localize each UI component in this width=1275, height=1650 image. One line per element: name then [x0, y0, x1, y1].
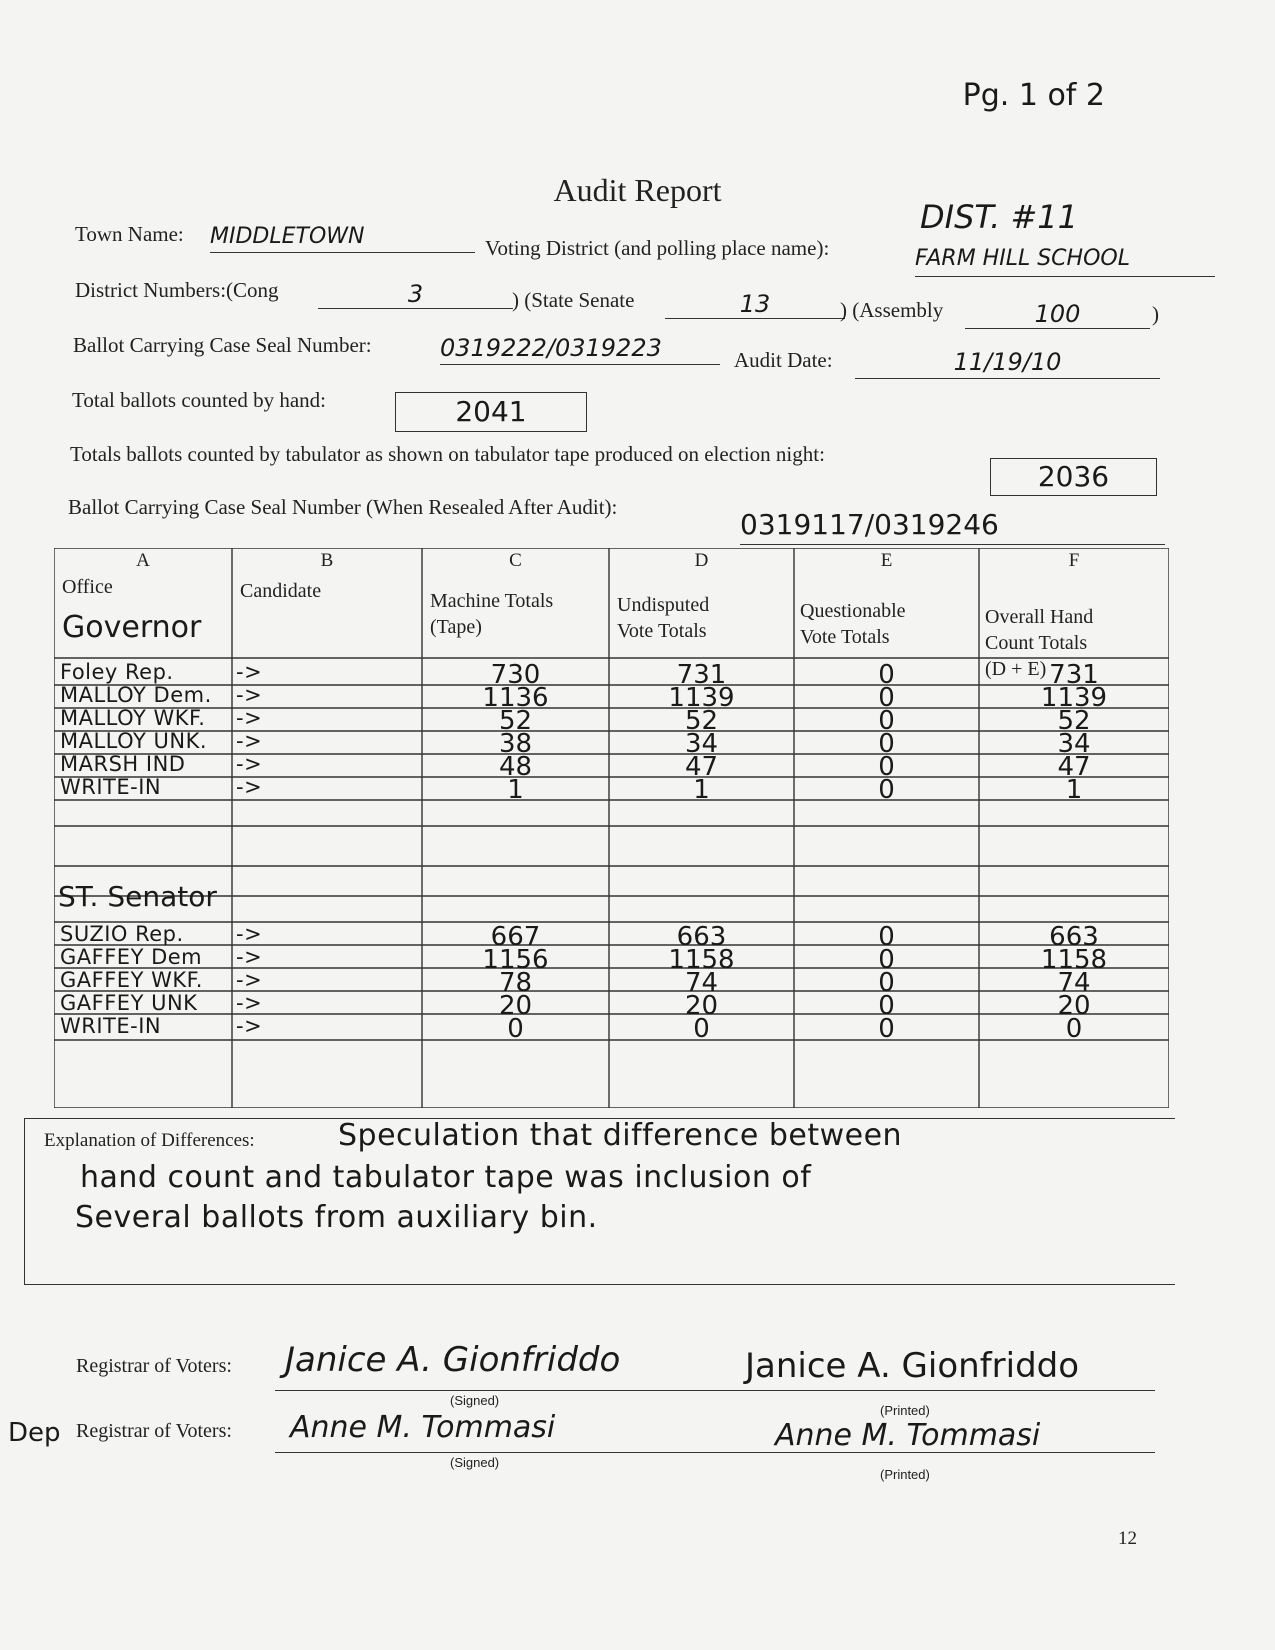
undisputed-total: 1139 [668, 683, 735, 713]
candidate-name: GAFFEY WKF. [60, 968, 203, 992]
candidate-name: MALLOY WKF. [60, 706, 206, 730]
arrow-icon: -> [236, 1014, 263, 1038]
machine-total: 78 [498, 968, 533, 998]
overall-total: 0 [1065, 1014, 1083, 1044]
machine-total: 38 [498, 729, 533, 759]
machine-total: 1156 [482, 945, 549, 975]
page-marker: Pg. 1 of 2 [962, 78, 1105, 113]
candidate-name: MARSH IND [60, 752, 186, 776]
overall-total: 663 [1049, 922, 1099, 952]
hand-total-label: Total ballots counted by hand: [72, 388, 326, 412]
candidate-name: MALLOY Dem. [60, 683, 212, 707]
overall-total: 1158 [1040, 945, 1108, 975]
dep-registrar-printed: Anne M. Tommasi [775, 1418, 1041, 1453]
explanation-line-3: Several ballots from auxiliary bin. [75, 1200, 598, 1235]
arrow-icon: -> [236, 922, 263, 946]
reseal-value: 0319117/0319246 [740, 508, 1165, 545]
audit-date-label: Audit Date: [734, 348, 833, 372]
machine-total: 1 [507, 775, 524, 805]
tabulator-value: 2036 [990, 458, 1157, 496]
col-letter-f: F [1068, 550, 1080, 571]
undisputed-total: 47 [684, 752, 719, 782]
dep-signed-caption: (Signed) [450, 1455, 500, 1470]
arrow-icon: -> [236, 991, 263, 1015]
arrow-icon: -> [236, 706, 263, 730]
page-title: Audit Report [553, 172, 722, 208]
questionable-total: 0 [878, 706, 895, 736]
dep-registrar-label: Registrar of Voters: [76, 1420, 232, 1442]
overall-total: 1 [1065, 775, 1083, 805]
seal-label: Ballot Carrying Case Seal Number: [73, 333, 372, 357]
col-letter-a: A [136, 550, 150, 571]
hand-total-value: 2041 [395, 392, 587, 432]
header-undisputed-1: Undisputed [617, 594, 710, 616]
explanation-label: Explanation of Differences: [44, 1130, 255, 1151]
district-number: DIST. #11 [920, 198, 1079, 236]
registrar-line [275, 1390, 1155, 1391]
district-label: Voting District (and polling place name): [485, 236, 830, 260]
questionable-total: 0 [878, 945, 895, 975]
header-machine-2: (Tape) [430, 616, 482, 638]
col-letter-d: D [694, 550, 709, 571]
overall-total: 1139 [1040, 683, 1108, 713]
arrow-icon: -> [236, 752, 263, 776]
arrow-icon: -> [236, 968, 263, 992]
office-governor: Governor [62, 610, 202, 645]
questionable-total: 0 [878, 968, 895, 998]
candidate-name: GAFFEY UNK [60, 991, 198, 1015]
machine-total: 48 [498, 752, 533, 782]
undisputed-total: 1 [693, 775, 710, 805]
overall-total: 20 [1057, 991, 1091, 1021]
undisputed-total: 731 [676, 660, 727, 690]
district-numbers-label: District Numbers:(Cong [75, 278, 279, 302]
reseal-label: Ballot Carrying Case Seal Number (When Resealed After Audit): [68, 495, 618, 519]
machine-total: 20 [498, 991, 533, 1021]
overall-total: 52 [1057, 706, 1091, 736]
questionable-total: 0 [878, 729, 895, 759]
col-letter-e: E [880, 550, 893, 571]
header-overall-3: (D + E) [985, 658, 1047, 680]
arrow-icon: -> [236, 945, 263, 969]
explanation-line-1: Speculation that difference between [338, 1118, 903, 1153]
registrar-signed: Janice A. Gionfriddo [285, 1340, 621, 1380]
col-letter-b: B [320, 550, 334, 571]
arrow-icon: -> [236, 683, 263, 707]
header-questionable-1: Questionable [800, 600, 906, 622]
arrow-icon: -> [236, 775, 263, 799]
header-overall-1: Overall Hand [985, 606, 1094, 628]
undisputed-total: 34 [684, 729, 719, 759]
candidate-name: Foley Rep. [60, 660, 174, 684]
state-senate-value: 13 [665, 290, 845, 319]
dep-prefix: Dep [8, 1418, 61, 1448]
candidate-name: MALLOY UNK. [60, 729, 208, 753]
machine-total: 667 [490, 922, 541, 952]
overall-total: 731 [1049, 660, 1099, 690]
header-overall-2: Count Totals [985, 632, 1088, 654]
registrar-label: Registrar of Voters: [76, 1355, 232, 1377]
candidate-name: WRITE-IN [60, 1014, 162, 1038]
explanation-line-2: hand count and tabulator tape was inclusion of [80, 1160, 812, 1195]
header-machine-1: Machine Totals [430, 590, 554, 612]
arrow-icon: -> [236, 729, 263, 753]
header-undisputed-2: Vote Totals [617, 620, 707, 642]
office-state-senator: ST. Senator [58, 880, 217, 913]
questionable-total: 0 [878, 660, 895, 690]
header-office: Office [62, 576, 113, 598]
questionable-total: 0 [878, 775, 895, 805]
seal-value: 0319222/0319223 [440, 334, 720, 365]
questionable-total: 0 [878, 922, 895, 952]
overall-total: 74 [1057, 968, 1091, 998]
machine-total: 730 [490, 660, 541, 690]
questionable-total: 0 [878, 683, 895, 713]
machine-total: 1136 [482, 683, 549, 713]
undisputed-total: 52 [684, 706, 719, 736]
header-questionable-2: Vote Totals [800, 626, 890, 648]
candidate-name: SUZIO Rep. [60, 922, 184, 946]
undisputed-total: 20 [684, 991, 719, 1021]
col-letter-c: C [509, 550, 522, 571]
overall-total: 47 [1057, 752, 1091, 782]
dep-printed-caption: (Printed) [880, 1467, 930, 1482]
undisputed-total: 663 [676, 922, 727, 952]
questionable-total: 0 [878, 1014, 895, 1044]
machine-total: 52 [498, 706, 533, 736]
registrar-printed: Janice A. Gionfriddo [745, 1346, 1080, 1386]
town-label: Town Name: [75, 222, 184, 246]
undisputed-total: 1158 [668, 945, 735, 975]
questionable-total: 0 [878, 752, 895, 782]
machine-total: 0 [507, 1014, 524, 1044]
footer-page-number: 12 [1118, 1528, 1137, 1549]
header-candidate: Candidate [240, 580, 322, 602]
registrar-signed-caption: (Signed) [450, 1393, 500, 1408]
tabulator-label: Totals ballots counted by tabulator as shown on tabulator tape produced on election night: [70, 442, 825, 466]
questionable-total: 0 [878, 991, 895, 1021]
undisputed-total: 74 [684, 968, 719, 998]
arrow-icon: -> [236, 660, 263, 684]
audit-date-value: 11/19/10 [855, 348, 1160, 379]
overall-total: 34 [1057, 729, 1091, 759]
cong-value: 3 [318, 280, 513, 309]
state-senate-label: ) (State Senate [512, 288, 635, 312]
district-value: FARM HILL SCHOOL [915, 246, 1215, 277]
undisputed-total: 0 [693, 1014, 710, 1044]
candidate-name: GAFFEY Dem [60, 945, 203, 969]
town-value: MIDDLETOWN [210, 224, 475, 253]
registrar-printed-caption: (Printed) [880, 1403, 930, 1418]
assembly-close: ) [1152, 302, 1159, 326]
assembly-label: ) (Assembly [840, 298, 944, 322]
dep-registrar-signed: Anne M. Tommasi [290, 1410, 556, 1445]
assembly-value: 100 [965, 300, 1150, 329]
candidate-name: WRITE-IN [60, 775, 162, 799]
